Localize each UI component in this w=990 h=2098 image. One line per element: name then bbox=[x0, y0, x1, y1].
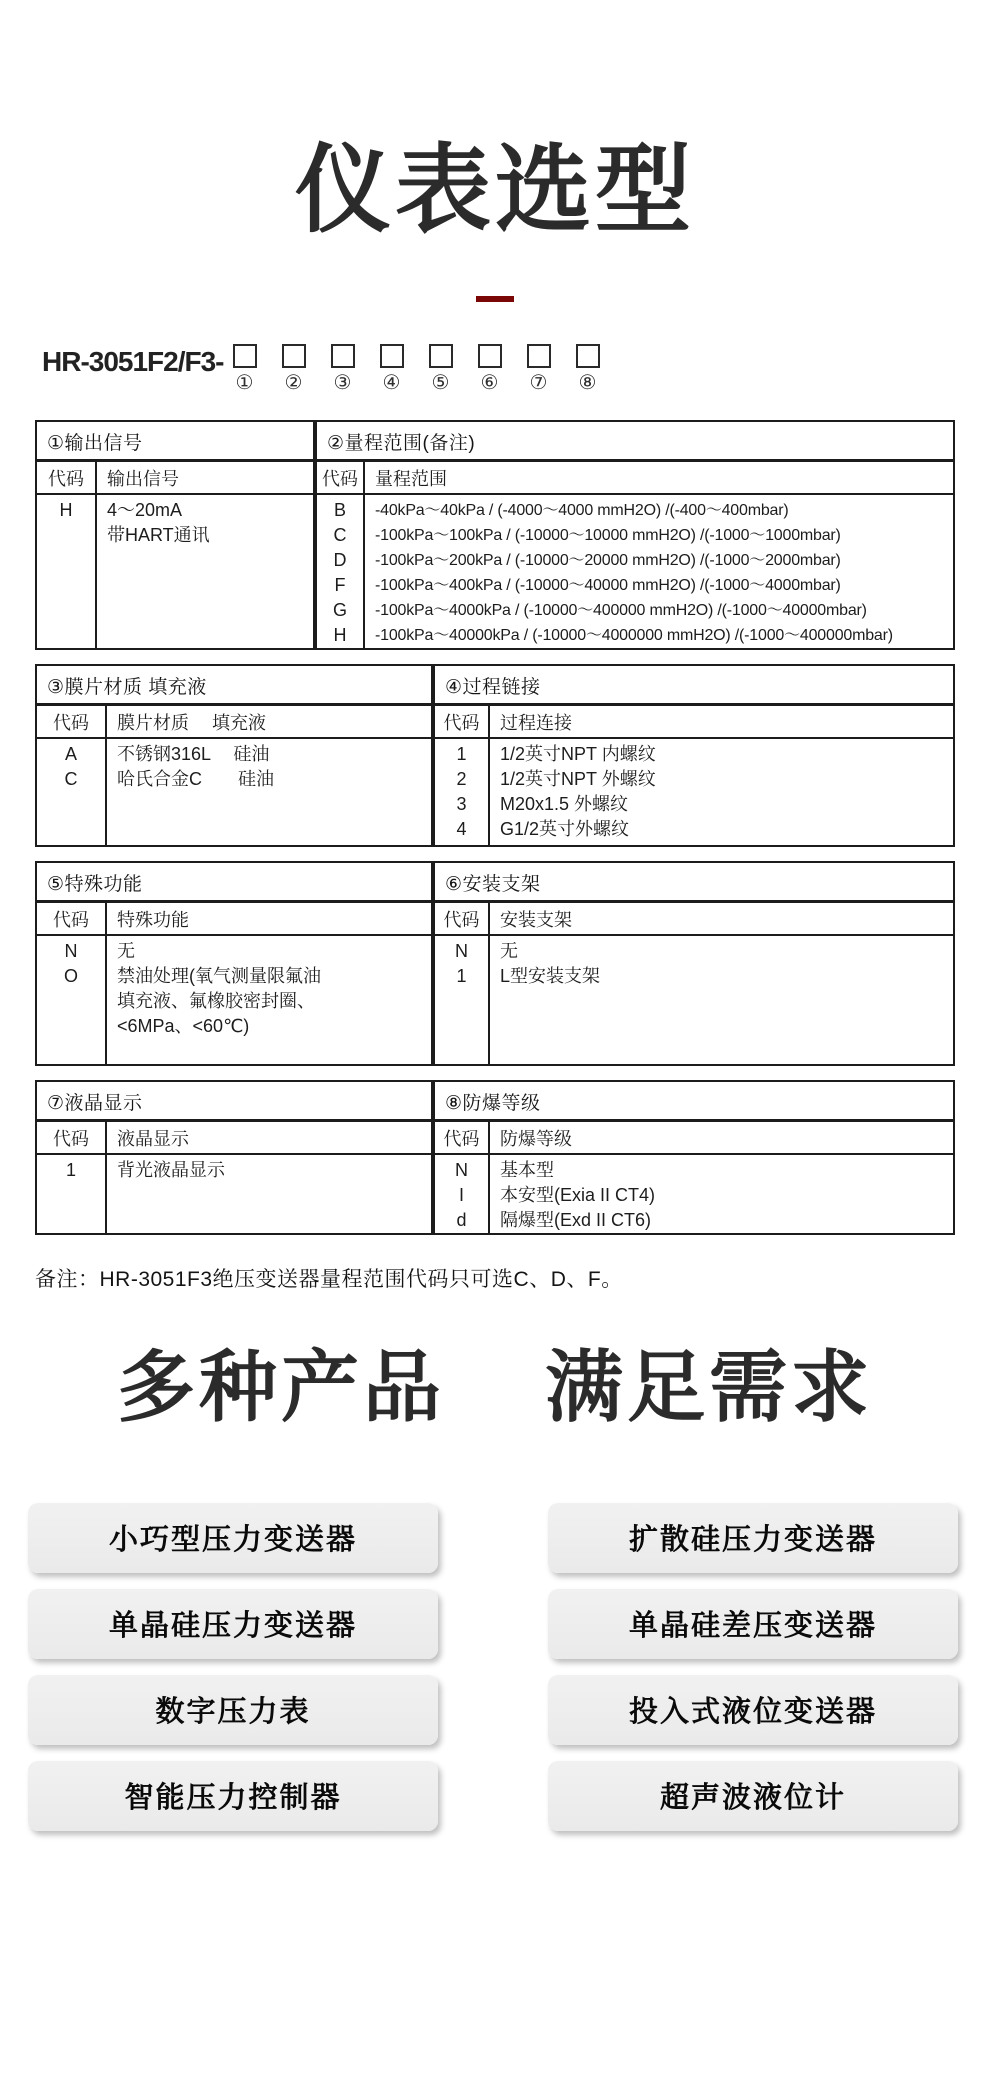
product-button-smart-pressure-controller[interactable]: 智能压力控制器 bbox=[28, 1761, 438, 1831]
model-option-strip bbox=[232, 344, 601, 394]
code-cell: d bbox=[456, 1209, 467, 1230]
col-header-value: 安装支架 bbox=[500, 909, 572, 930]
col-header-value: 防爆等级 bbox=[500, 1128, 572, 1149]
model-option-2 bbox=[281, 344, 307, 394]
model-option-3 bbox=[330, 344, 356, 394]
model-option-box-4[interactable] bbox=[380, 344, 404, 368]
value-line: 不锈钢316L 硅油 bbox=[117, 743, 270, 764]
code-cell: H bbox=[333, 624, 347, 645]
code-cell: N bbox=[455, 1159, 468, 1180]
value-line: G1/2英寸外螺纹 bbox=[500, 818, 630, 839]
model-option-7 bbox=[526, 344, 552, 394]
model-option-5 bbox=[428, 344, 454, 394]
table-output-signal bbox=[35, 420, 315, 650]
value-line: 基本型 bbox=[500, 1159, 554, 1180]
code-column bbox=[435, 1155, 490, 1233]
value-line: <6MPa、<60℃) bbox=[117, 1015, 250, 1036]
product-button-diffused-silicon-pressure-transmitter[interactable]: 扩散硅压力变送器 bbox=[548, 1503, 958, 1573]
col-header-value: 特殊功能 bbox=[117, 909, 189, 930]
table-title: ①输出信号 bbox=[37, 422, 313, 462]
table-header bbox=[435, 706, 953, 739]
value-column bbox=[365, 495, 953, 648]
value-line: 无 bbox=[500, 940, 518, 961]
code-cell: N bbox=[64, 940, 78, 961]
model-option-box-1[interactable] bbox=[233, 344, 257, 368]
table-diaphragm-material bbox=[35, 664, 433, 847]
table-group-2 bbox=[35, 664, 955, 847]
table-range bbox=[315, 420, 955, 650]
col-header-code: 代码 bbox=[435, 903, 490, 934]
value-column bbox=[107, 936, 431, 1064]
code-cell: 2 bbox=[456, 768, 467, 789]
value-line: 无 bbox=[117, 940, 135, 961]
value-line: -100kPa～400kPa / (-10000～40000 mmH2O) /(-1000～4000mbar) bbox=[375, 576, 841, 594]
model-option-1 bbox=[232, 344, 258, 394]
table-mounting-bracket bbox=[433, 861, 955, 1066]
table-group-3 bbox=[35, 861, 955, 1066]
col-header-code: 代码 bbox=[435, 706, 490, 737]
col-header-code: 代码 bbox=[37, 903, 107, 934]
section-heading-left: 多种产品 bbox=[116, 1342, 445, 1431]
title-underline-dash bbox=[476, 296, 514, 302]
table-body bbox=[435, 1155, 953, 1233]
code-cell: B bbox=[333, 499, 346, 520]
code-cell: 1 bbox=[456, 965, 467, 986]
col-header-value: 输出信号 bbox=[107, 468, 179, 489]
code-column bbox=[435, 739, 490, 845]
table-group-1 bbox=[35, 420, 955, 650]
table-header bbox=[317, 462, 953, 495]
value-line: 填充液、氟橡胶密封圈、 bbox=[117, 990, 315, 1011]
code-cell: I bbox=[458, 1184, 464, 1205]
code-column bbox=[317, 495, 365, 648]
code-cell: D bbox=[333, 549, 347, 570]
model-option-box-3[interactable] bbox=[331, 344, 355, 368]
model-prefix: HR-3051F2/F3- bbox=[42, 345, 224, 377]
code-cell: N bbox=[455, 940, 468, 961]
code-column bbox=[37, 739, 107, 845]
table-header bbox=[37, 462, 313, 495]
code-cell: 1 bbox=[65, 1159, 76, 1180]
circled-number-1: ① bbox=[235, 371, 254, 394]
value-line: -100kPa～100kPa / (-10000～10000 mmH2O) /(-1000～1000mbar) bbox=[375, 526, 841, 544]
table-process-connection bbox=[433, 664, 955, 847]
model-option-8 bbox=[575, 344, 601, 394]
model-option-box-2[interactable] bbox=[282, 344, 306, 368]
value-line: 1/2英寸NPT 外螺纹 bbox=[500, 768, 656, 789]
col-header-value: 过程连接 bbox=[500, 712, 572, 733]
table-title: ④过程链接 bbox=[435, 666, 953, 706]
model-option-4 bbox=[379, 344, 405, 394]
value-line: 1/2英寸NPT 内螺纹 bbox=[500, 743, 656, 764]
section-heading bbox=[0, 1342, 990, 1431]
col-header-value: 膜片材质 填充液 bbox=[117, 712, 267, 733]
code-cell: 4 bbox=[456, 818, 467, 839]
product-button-grid bbox=[28, 1503, 958, 1831]
value-column bbox=[97, 495, 313, 648]
table-header bbox=[435, 903, 953, 936]
value-line: 本安型(Exia II CT4) bbox=[500, 1184, 656, 1205]
col-header-code: 代码 bbox=[37, 706, 107, 737]
value-line: 哈氏合金C 硅油 bbox=[117, 768, 274, 789]
model-selector-row bbox=[42, 334, 990, 394]
table-body bbox=[435, 739, 953, 845]
code-cell: 3 bbox=[456, 793, 467, 814]
page-title: 仪表选型 bbox=[295, 137, 695, 244]
value-line: 4～20mA bbox=[107, 499, 183, 520]
code-cell: G bbox=[332, 599, 347, 620]
table-title: ⑤特殊功能 bbox=[37, 863, 431, 903]
table-title: ③膜片材质 填充液 bbox=[37, 666, 431, 706]
product-button-monocrystalline-silicon-dp-transmitter[interactable]: 单晶硅差压变送器 bbox=[548, 1589, 958, 1659]
value-line: 背光液晶显示 bbox=[117, 1159, 225, 1180]
table-special-function bbox=[35, 861, 433, 1066]
model-option-box-7[interactable] bbox=[527, 344, 551, 368]
code-cell: A bbox=[64, 743, 77, 764]
value-line: -100kPa～4000kPa / (-10000～400000 mmH2O) /(-1000～40000mbar) bbox=[375, 601, 867, 619]
model-option-6 bbox=[477, 344, 503, 394]
model-option-box-6[interactable] bbox=[478, 344, 502, 368]
code-column bbox=[37, 495, 97, 648]
product-selection-page bbox=[0, 137, 990, 1831]
table-title: ⑧防爆等级 bbox=[435, 1082, 953, 1122]
code-cell: F bbox=[334, 574, 346, 595]
product-button-compact-pressure-transmitter[interactable]: 小巧型压力变送器 bbox=[28, 1503, 438, 1573]
value-column bbox=[107, 1155, 431, 1233]
col-header-code: 代码 bbox=[435, 1122, 490, 1153]
value-line: 禁油处理(氧气测量限氟油 bbox=[117, 965, 321, 986]
value-column bbox=[490, 1155, 953, 1233]
model-option-box-8[interactable] bbox=[576, 344, 600, 368]
section-heading-right: 满足需求 bbox=[545, 1342, 874, 1431]
spec-tables bbox=[35, 420, 955, 1235]
footnote: 备注：HR-3051F3绝压变送器量程范围代码只可选C、D、F。 bbox=[35, 1267, 623, 1291]
value-column bbox=[107, 739, 431, 845]
table-body bbox=[317, 495, 953, 648]
code-column bbox=[37, 936, 107, 1064]
table-body bbox=[37, 936, 431, 1064]
col-header-code: 代码 bbox=[37, 462, 97, 493]
circled-number-3: ③ bbox=[333, 371, 352, 394]
circled-number-4: ④ bbox=[382, 371, 401, 394]
product-button-ultrasonic-level-meter[interactable]: 超声波液位计 bbox=[548, 1761, 958, 1831]
table-body bbox=[435, 936, 953, 1064]
value-line: 带HART通讯 bbox=[107, 524, 210, 545]
table-title: ②量程范围(备注) bbox=[317, 422, 953, 462]
code-cell: C bbox=[64, 768, 78, 789]
table-body bbox=[37, 739, 431, 845]
model-option-box-5[interactable] bbox=[429, 344, 453, 368]
table-title: ⑦液晶显示 bbox=[37, 1082, 431, 1122]
value-line: -40kPa～40kPa / (-4000～4000 mmH2O) /(-400～400mbar) bbox=[375, 501, 789, 519]
code-cell: C bbox=[333, 524, 347, 545]
table-lcd-display bbox=[35, 1080, 433, 1235]
circled-number-2: ② bbox=[284, 371, 303, 394]
table-header bbox=[37, 1122, 431, 1155]
circled-number-5: ⑤ bbox=[431, 371, 450, 394]
product-button-submersible-level-transmitter[interactable]: 投入式液位变送器 bbox=[548, 1675, 958, 1745]
table-body bbox=[37, 495, 313, 648]
code-cell: H bbox=[59, 499, 73, 520]
table-group-4 bbox=[35, 1080, 955, 1235]
col-header-value: 量程范围 bbox=[375, 468, 447, 489]
col-header-value: 液晶显示 bbox=[117, 1128, 189, 1149]
col-header-code: 代码 bbox=[317, 462, 365, 493]
circled-number-8: ⑧ bbox=[578, 371, 597, 394]
value-line: 隔爆型(Exd II CT6) bbox=[500, 1209, 652, 1230]
value-column bbox=[490, 739, 953, 845]
value-line: M20x1.5 外螺纹 bbox=[500, 793, 629, 814]
table-title: ⑥安装支架 bbox=[435, 863, 953, 903]
table-header bbox=[37, 706, 431, 739]
value-line: L型安装支架 bbox=[500, 965, 601, 986]
table-body bbox=[37, 1155, 431, 1233]
col-header-code: 代码 bbox=[37, 1122, 107, 1153]
table-explosion-proof bbox=[433, 1080, 955, 1235]
value-line: -100kPa～40000kPa / (-10000～4000000 mmH2O) /(-1000～400000mbar) bbox=[375, 626, 893, 644]
code-column bbox=[435, 936, 490, 1064]
product-button-digital-pressure-gauge[interactable]: 数字压力表 bbox=[28, 1675, 438, 1745]
circled-number-6: ⑥ bbox=[480, 371, 499, 394]
value-column bbox=[490, 936, 953, 1064]
circled-number-7: ⑦ bbox=[529, 371, 548, 394]
code-cell: O bbox=[63, 965, 78, 986]
product-button-monocrystalline-silicon-pressure-transmitter[interactable]: 单晶硅压力变送器 bbox=[28, 1589, 438, 1659]
value-line: -100kPa～200kPa / (-10000～20000 mmH2O) /(-1000～2000mbar) bbox=[375, 551, 841, 569]
table-header bbox=[435, 1122, 953, 1155]
code-column bbox=[37, 1155, 107, 1233]
table-header bbox=[37, 903, 431, 936]
code-cell: 1 bbox=[456, 743, 467, 764]
